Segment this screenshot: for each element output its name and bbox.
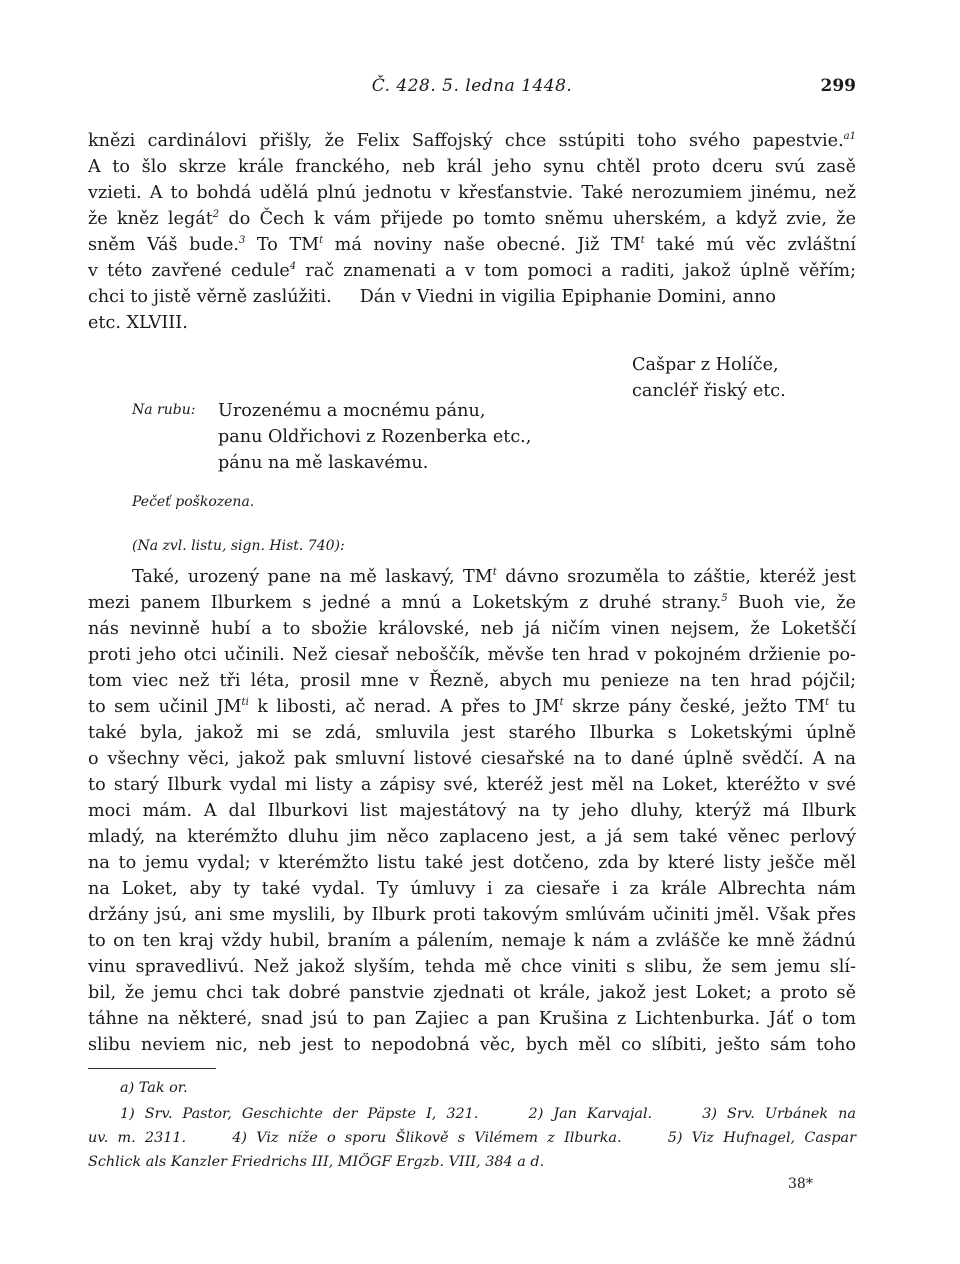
- body-line: táhne na některé, snad jsú to pan Zajiec a pan Krušina z Lichtenburka. Jáť o tom: [88, 1009, 856, 1029]
- body-line: vzieti. A to bohdá udělá plnú jednotu v křesťanstvie. Také nerozumiem jinému, než: [88, 183, 856, 203]
- page-number: 299: [820, 76, 856, 96]
- body-line: bil, že jemu chci tak dobré panstvie zjednati ot krále, jakož jest Loket; a proto sě: [88, 983, 856, 1003]
- body-line: to on ten kraj vždy hubil, braním a pálením, nemaje k nám a zvlášče ke mně žádnú: [88, 931, 856, 951]
- running-head: Č. 428. 5. ledna 1448.: [371, 76, 573, 96]
- signature-line: cancléř řiský etc.: [632, 381, 786, 401]
- body-line: že kněz legát$^2$ do Čech k vám přijede po tomto sněmu uherském, a když zvie, že: [88, 209, 856, 229]
- body-line: to sem učinil $JM^{ti}$ k libosti, ač nerad. A přes to $JM^t$ skrze pány české, ježto $TM^t$ tu: [88, 697, 857, 717]
- body-line: A to šlo skrze krále franckého, neb král jeho synu chtěl proto dceru svú zasě: [88, 157, 856, 177]
- body-line: knězi cardinálovi přišly, že Felix Saffojský chce sstúpiti toho svého papestvie.$^{a1}$: [88, 131, 856, 151]
- footnote-line: Schlick als Kanzler Friedrichs III, MIÖGF Ergzb. VIII, 384 a d.: [88, 1154, 545, 1170]
- address-line: Urozenému a mocnému pánu,: [218, 401, 486, 421]
- body-line: proti jeho otci učinili. Než ciesař neboščík, měvše ten hrad v pokojném držienie po-: [88, 645, 856, 665]
- footnote-a: a) Tak or.: [120, 1080, 188, 1096]
- body-line: to starý Ilburk vydal mi listy a zápisy své, kteréž jest měl na Loket, kteréžto v své: [88, 775, 856, 795]
- body-line: na to jemu vydal; v kterémžto listu také jest dotčeno, zda by které listy ješče měl: [88, 853, 856, 873]
- body-line: sněm Váš bude.$^3$ To $TM^t$ má noviny naše obecné. Již $TM^t$ také mú věc zvláštní: [88, 235, 857, 255]
- footnote-rule: [88, 1068, 216, 1069]
- address-line: pánu na mě laskavému.: [218, 453, 429, 473]
- body-line: o všechny věci, jakož pak smluvní listové ciesařské na to dané úplně svědčí. A na: [88, 749, 856, 769]
- footnote-line: uv. m. 2311. 4) Viz níže o sporu Šlikově s Vilémem z Ilburka. 5) Viz Hufnagel, Caspar: [88, 1130, 856, 1146]
- sheet-note: (Na zvl. listu, sign. Hist. 740):: [132, 538, 345, 554]
- body-line: také byla, jakož mi se zdá, smluvila jest starého Ilburka s Loketskými úplně: [88, 723, 856, 743]
- body-line: na Loket, aby ty také vydal. Ty úmluvy i za ciesaře i za krále Albrechta nám: [88, 879, 856, 899]
- signature-line: Cašpar z Holíče,: [632, 355, 779, 375]
- body-line: nás nevinně hubí a to sbožie královské, neb já ničím vinen nejsem, že Loketščí: [88, 619, 856, 639]
- body-line: vinu spravedlivú. Než jakož slyším, tehda mě chce viniti s slibu, že sem jemu slí-: [88, 957, 856, 977]
- seal-note: Pečeť poškozena.: [132, 494, 255, 510]
- footnote-line: 1) Srv. Pastor, Geschichte der Päpste I, 321. 2) Jan Karvajal. 3) Srv. Urbánek na: [120, 1106, 856, 1122]
- body-line: slibu neviem nic, neb jest to nepodobná věc, bych měl co slíbiti, ješto sám toho: [88, 1035, 856, 1055]
- body-line: moci mám. A dal Ilburkovi list majestátový na ty jeho dluhy, kterýž má Ilburk: [88, 801, 856, 821]
- body-line: v této zavřené cedule$^4$ rač znamenati a v tom pomoci a raditi, jakož úplně věřím;: [88, 261, 856, 281]
- body-line: mezi panem Ilburkem s jedné a mnú a Loketským z druhé strany.$^5$ Buoh vie, že: [88, 593, 856, 613]
- body-line: držány jsú, ani sme myslili, by Ilburk proti takovým smlúvám učiniti jměl. Však přes: [88, 905, 856, 925]
- body-line: chci to jistě věrně zaslúžiti. Dán v Viedni in vigilia Epiphanie Domini, anno: [88, 287, 777, 307]
- sheet-signature: 38*: [788, 1176, 813, 1192]
- body-line: tom viec než tři léta, prosil mne v Řezně, abych mu penieze na ten hrad pójčil;: [88, 671, 856, 691]
- address-line: panu Oldřichovi z Rozenberka etc.,: [218, 427, 532, 447]
- body-line: Také, urozený pane na mě laskavý, $TM^t$ dávno srozuměla to záštie, kteréž jest: [132, 567, 856, 587]
- address-label: Na rubu:: [132, 402, 196, 418]
- body-line: mladý, na kterémžto dluhu jim něco zaplaceno jest, a já sem také věnec perlový: [88, 827, 856, 847]
- page-header: [88, 76, 856, 102]
- body-line: etc. XLVIII.: [88, 313, 188, 333]
